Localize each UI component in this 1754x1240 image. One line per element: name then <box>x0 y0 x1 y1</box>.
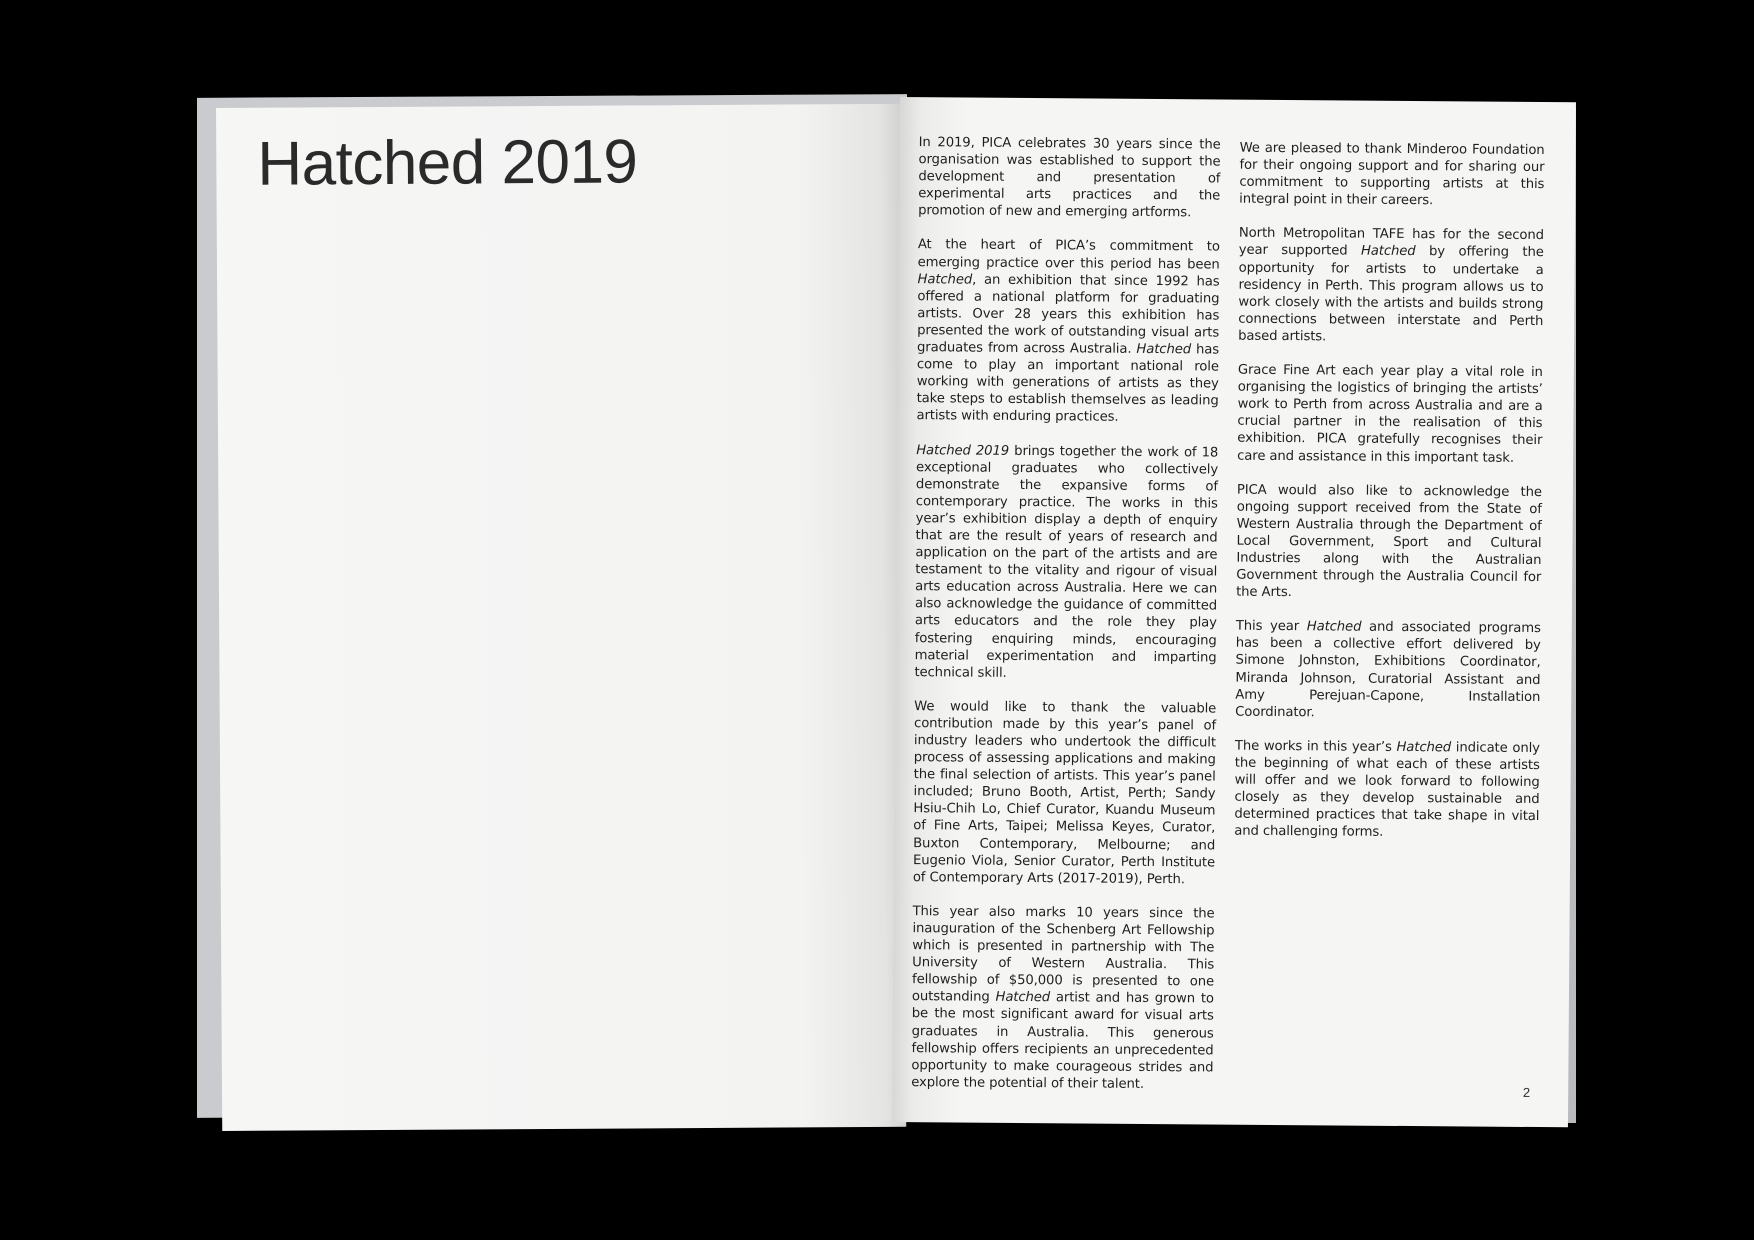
text-run: PICA would also like to acknowledge the ongoing support received from the State of Western Australia through the Department of Local Government, Sport and Cultural Industries along with the Australian Government through the Australia Council for the Arts. <box>1236 482 1542 601</box>
text-column-2 <box>1234 140 1545 860</box>
text-run: brings together the work of 18 exceptional graduates who collectively demonstrate the expansive forms of contemporary practice. The works in this year’s exhibition display a depth of enquiry that are the result of years of research and application on the part of the artists and are testament to the vitality and rigour of visual arts education across Australia. Here we can also acknowledge the guidance of committed arts educators and the role they play fostering enquiring minds, encouraging material experimentation and imparting technical skill. <box>914 443 1219 681</box>
text-run: Grace Fine Art each year play a vital role in organising the logistics of bringing the artists’ work to Perth from across Australia and are a crucial partner in the realisation of this exhibition. PICA gratefully recognises their care and assistance in this important task. <box>1237 362 1543 466</box>
body-paragraph <box>916 237 1219 427</box>
text-run: At the heart of PICA’s commitment to emerging practice over this period has been <box>917 237 1220 273</box>
text-run: North Metropolitan TAFE has for the second year supported <box>1238 226 1544 260</box>
text-run: by offering the opportunity for artists to undertake a residency in Perth. This program allows us to work closely with the artists and builds strong connections between interstate and Perth based artists. <box>1238 244 1544 345</box>
text-run: The works in this year’s <box>1234 738 1397 755</box>
text-run: We are pleased to thank Minderoo Foundation for their ongoing support and for sharing our commitment to supporting artists at this integral point in their careers. <box>1239 140 1545 209</box>
italic-title-run: Hatched <box>1136 341 1192 358</box>
body-paragraph <box>1237 362 1543 467</box>
text-run: and associated programs has been a collective effort delivered by Simone Johnston, Exhibitions Coordinator, Miranda Johnson, Curatorial Assistant and Amy Perejuan-Capone, Installation Coordinator. <box>1235 619 1541 720</box>
text-run: This year <box>1235 618 1307 635</box>
body-paragraph <box>918 134 1221 222</box>
italic-title-run: Hatched 2019 <box>916 442 1010 459</box>
text-run: , an exhibition that since 1992 has offered a national platform for graduating artists. Over 28 years this exhibition has presented the work of outstanding visual arts graduates from across Australia. <box>916 272 1220 357</box>
page-number-right: 2 <box>1522 1084 1531 1100</box>
page-title: Hatched 2019 <box>257 127 638 199</box>
text-column-1 <box>911 134 1221 1110</box>
italic-title-run: Hatched <box>1360 244 1416 260</box>
text-run: In 2019, PICA celebrates 30 years since the organisation was established to support the development and presentation of experimental arts practices and the promotion of new and emerging artforms. <box>918 135 1221 221</box>
italic-title-run: Hatched <box>995 990 1051 1006</box>
italic-title-run: Hatched <box>1396 739 1452 756</box>
text-run: artist and has grown to be the most significant award for visual arts graduates in Australia. This generous fellowship offers recipients an unprecedented opportunity to make courageous strides and explore the potential of their talent. <box>911 990 1214 1092</box>
text-run: indicate only the beginning of what each of these artists will offer and we look forward to following closely as they develop sustainable and determined practices that take shape in vital and challenging forms. <box>1234 740 1540 841</box>
text-run: This year also marks 10 years since the inauguration of the Schenberg Art Fellowship which is presented in partnership with The University of Western Australia. This fellowship of $50,000 is presented to one outstanding <box>911 903 1215 1006</box>
body-paragraph <box>1238 225 1544 347</box>
body-paragraph <box>1235 618 1541 723</box>
body-paragraph <box>914 442 1218 684</box>
body-paragraph <box>1234 737 1540 842</box>
body-paragraph <box>911 903 1214 1093</box>
body-paragraph <box>1239 140 1545 211</box>
body-paragraph <box>913 698 1216 888</box>
italic-title-run: Hatched <box>1306 619 1362 635</box>
body-paragraph <box>1236 481 1542 603</box>
text-run: has come to play an important national role working with generations of artists as they take steps to establish themselves as leading artists with enduring practices. <box>916 342 1220 426</box>
text-run: We would like to thank the valuable contribution made by this year’s panel of industry leaders who undertook the difficult process of assessing applications and making the final selection of artists. This year’s panel included; Bruno Booth, Artist, Perth; Sandy Hsiu-Chih Lo, Chief Curator, Kuandu Museum of Fine Arts, Taipei; Melissa Keyes, Curator, Buxton Contemporary, Melbourne; and Eugenio Viola, Senior Curator, Perth Institute of Contemporary Arts (2017-2019), Perth. <box>912 698 1217 888</box>
left-page <box>216 104 906 1131</box>
italic-title-run: Hatched <box>917 271 973 288</box>
right-page <box>892 97 1576 1127</box>
